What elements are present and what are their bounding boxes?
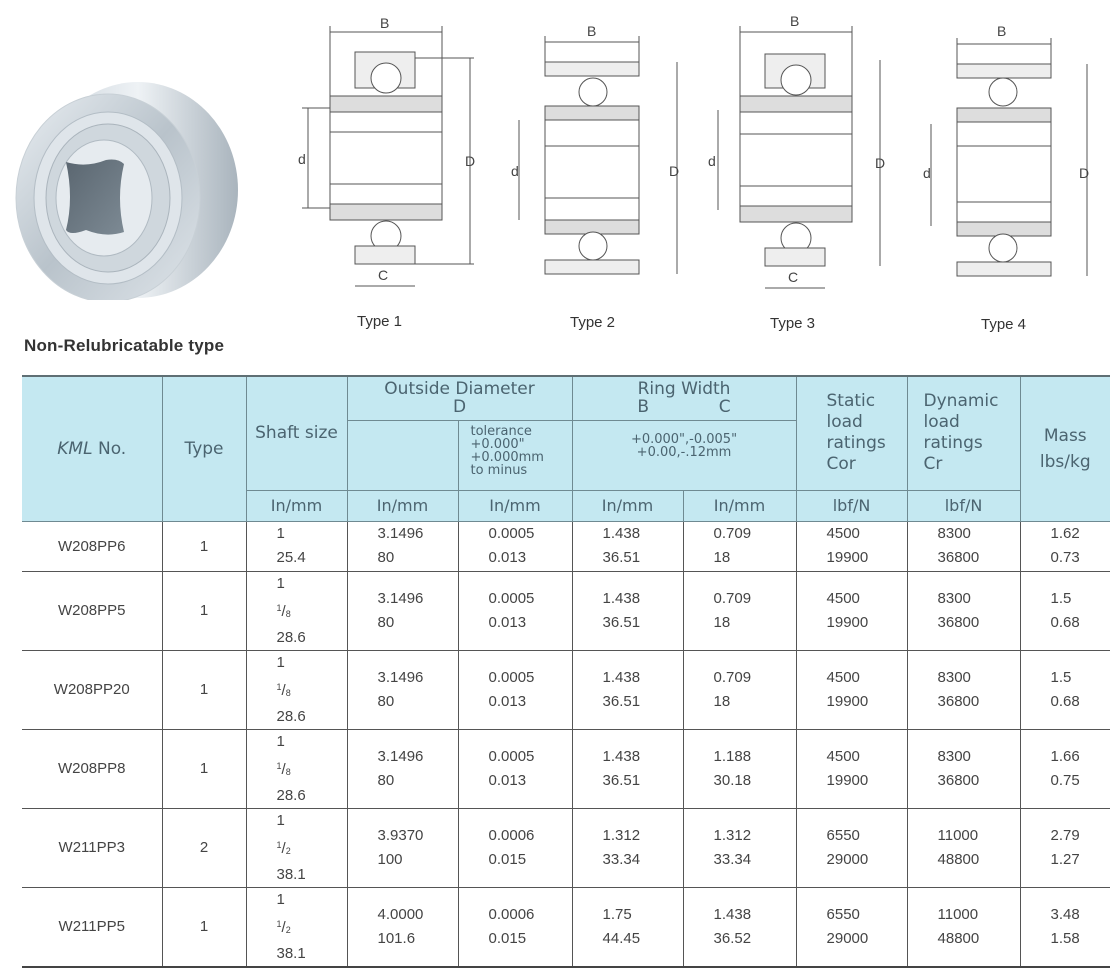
cell: 0.0006 0.015 xyxy=(458,808,572,887)
cell: 8300 36800 xyxy=(907,650,1020,729)
cell: 0.709 18 xyxy=(683,521,796,571)
svg-text:D: D xyxy=(669,163,680,179)
svg-text:B: B xyxy=(997,23,1007,39)
cell: 0.709 18 xyxy=(683,650,796,729)
fraction: $^1/_2$ xyxy=(276,918,291,936)
section-title: Non-Relubricatable type xyxy=(24,336,225,355)
cell: 1.438 36.52 xyxy=(683,887,796,967)
cell: 3.1496 80 xyxy=(347,650,458,729)
cell: 4500 19900 xyxy=(796,729,907,808)
shaft-cell: 1 $^1/_8$ 28.6 xyxy=(246,729,347,808)
header-ring-tolerance: +0.000",-0.005" +0.00,-.12mm xyxy=(572,420,796,490)
cell: 3.1496 80 xyxy=(347,521,458,571)
table-row xyxy=(22,521,1110,571)
cell: 11000 48800 xyxy=(907,808,1020,887)
svg-text:C: C xyxy=(788,269,799,285)
cell: 3.1496 80 xyxy=(347,571,458,650)
unit-dynamic: lbf/N xyxy=(907,490,1020,521)
svg-text:d: d xyxy=(923,165,931,181)
diagram-type-3 xyxy=(700,6,910,296)
svg-text:d: d xyxy=(511,163,519,179)
cell: 4500 19900 xyxy=(796,650,907,729)
shaft-cell: 1 25.4 xyxy=(246,521,347,571)
table-row xyxy=(22,571,1110,650)
shaft-cell: 1 $^1/_2$ 38.1 xyxy=(246,808,347,887)
cell: 1.62 0.73 xyxy=(1020,521,1110,571)
cell: 8300 36800 xyxy=(907,729,1020,808)
type-cell: 1 xyxy=(162,650,246,729)
bearing-photo xyxy=(8,40,238,300)
type-3-label: Type 3 xyxy=(770,315,816,332)
table-row xyxy=(22,650,1110,729)
cell: 0.0005 0.013 xyxy=(458,650,572,729)
kml-no-cell: W208PP5 xyxy=(22,571,162,650)
table-row xyxy=(22,808,1110,887)
unit-shaft: In/mm xyxy=(246,490,347,521)
cell: 1.5 0.68 xyxy=(1020,650,1110,729)
cell: 8300 36800 xyxy=(907,571,1020,650)
cell: 8300 36800 xyxy=(907,521,1020,571)
unit-ring-b: In/mm xyxy=(572,490,683,521)
type-1-label: Type 1 xyxy=(357,313,403,330)
table-row xyxy=(22,887,1110,967)
spec-table xyxy=(22,375,1110,968)
cell: 3.48 1.58 xyxy=(1020,887,1110,967)
cell: 1.312 33.34 xyxy=(572,808,683,887)
cell: 3.9370 100 xyxy=(347,808,458,887)
type-2-label: Type 2 xyxy=(570,314,616,331)
diagram-type-2 xyxy=(505,6,705,296)
header-kml-no: KML No. xyxy=(22,376,162,521)
cell: 6550 29000 xyxy=(796,887,907,967)
table-row xyxy=(22,729,1110,808)
type-cell: 1 xyxy=(162,729,246,808)
kml-no-cell: W211PP5 xyxy=(22,887,162,967)
unit-od-tolerance: In/mm xyxy=(458,490,572,521)
cell: 0.709 18 xyxy=(683,571,796,650)
cell: 6550 29000 xyxy=(796,808,907,887)
header-shaft-size: Shaft size xyxy=(246,376,347,490)
cell: 1.438 36.51 xyxy=(572,650,683,729)
header-outside-diameter: Outside Diameter D xyxy=(347,376,572,420)
header-static-load: Static load ratings Cor xyxy=(796,376,907,490)
cell: 1.66 0.75 xyxy=(1020,729,1110,808)
cell: 1.5 0.68 xyxy=(1020,571,1110,650)
fraction: $^1/_8$ xyxy=(276,760,291,778)
type-4-label: Type 4 xyxy=(981,316,1027,333)
svg-text:d: d xyxy=(298,151,306,167)
header-type: Type xyxy=(162,376,246,521)
type-cell: 2 xyxy=(162,808,246,887)
cell: 1.438 36.51 xyxy=(572,729,683,808)
cell: 11000 48800 xyxy=(907,887,1020,967)
kml-no-cell: W208PP20 xyxy=(22,650,162,729)
diagram-type-4 xyxy=(915,6,1113,296)
svg-text:B: B xyxy=(587,23,597,39)
header-od-blank xyxy=(347,420,458,490)
header-dynamic-load: Dynamic load ratings Cr xyxy=(907,376,1020,490)
svg-text:D: D xyxy=(465,153,476,169)
cell: 1.312 33.34 xyxy=(683,808,796,887)
cell: 4.0000 101.6 xyxy=(347,887,458,967)
cell: 3.1496 80 xyxy=(347,729,458,808)
header-od-tolerance: tolerance +0.000" +0.000mm to minus xyxy=(458,420,572,490)
shaft-cell: 1 $^1/_8$ 28.6 xyxy=(246,571,347,650)
cell: 4500 19900 xyxy=(796,571,907,650)
cell: 2.79 1.27 xyxy=(1020,808,1110,887)
unit-static: lbf/N xyxy=(796,490,907,521)
header-mass: Mass lbs/kg xyxy=(1020,376,1110,521)
cell: 0.0005 0.013 xyxy=(458,571,572,650)
type-cell: 1 xyxy=(162,887,246,967)
unit-ring-c: In/mm xyxy=(683,490,796,521)
shaft-cell: 1 $^1/_8$ 28.6 xyxy=(246,650,347,729)
type-cell: 1 xyxy=(162,521,246,571)
kml-no-cell: W211PP3 xyxy=(22,808,162,887)
cell: 1.188 30.18 xyxy=(683,729,796,808)
cell: 0.0005 0.013 xyxy=(458,729,572,808)
kml-no-cell: W208PP8 xyxy=(22,729,162,808)
unit-od: In/mm xyxy=(347,490,458,521)
cell: 1.438 36.51 xyxy=(572,521,683,571)
svg-text:d: d xyxy=(708,153,716,169)
cell: 1.438 36.51 xyxy=(572,571,683,650)
svg-text:C: C xyxy=(378,267,389,283)
cell: 0.0005 0.013 xyxy=(458,521,572,571)
fraction: $^1/_2$ xyxy=(276,839,291,857)
svg-text:D: D xyxy=(875,155,886,171)
kml-no-cell: W208PP6 xyxy=(22,521,162,571)
header-ring-width: Ring Width B C xyxy=(572,376,796,420)
cell: 1.75 44.45 xyxy=(572,887,683,967)
cell: 0.0006 0.015 xyxy=(458,887,572,967)
shaft-cell: 1 $^1/_2$ 38.1 xyxy=(246,887,347,967)
cell: 4500 19900 xyxy=(796,521,907,571)
type-cell: 1 xyxy=(162,571,246,650)
fraction: $^1/_8$ xyxy=(276,602,291,620)
diagram-type-1 xyxy=(290,6,500,296)
svg-text:D: D xyxy=(1079,165,1090,181)
svg-text:B: B xyxy=(380,15,390,31)
svg-text:B: B xyxy=(790,13,800,29)
fraction: $^1/_8$ xyxy=(276,681,291,699)
